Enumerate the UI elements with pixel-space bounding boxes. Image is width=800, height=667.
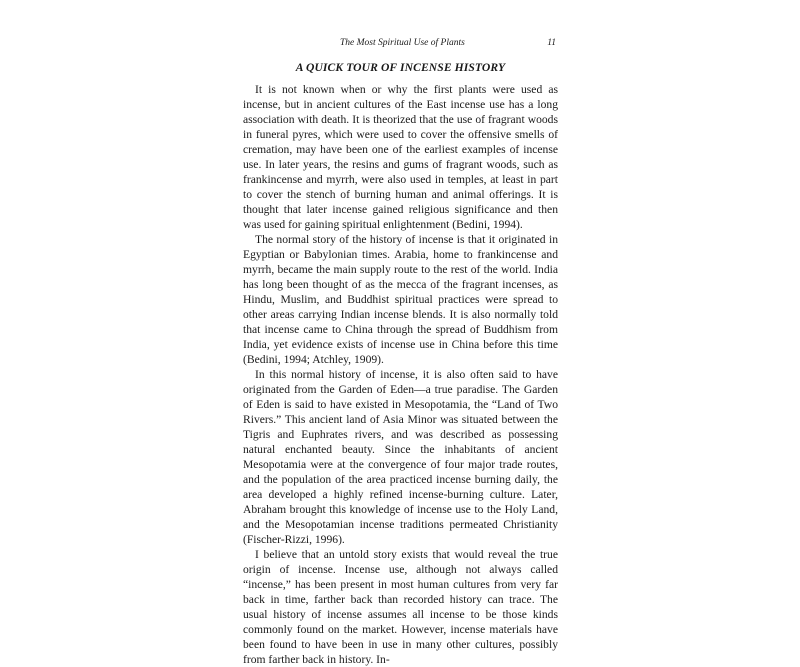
paragraph-4: I believe that an untold story exists that would reveal the true origin of incense. Incense use, although not always called “incense,” has been present in most human cultures from very far back in time, farther back than recorded history can trace. The usual history of incense assumes all incense to be those kinds commonly found on the market. However, incense materials have been found to have been in use in many other cultures, possibly from farther back in history. In- <box>243 548 558 666</box>
running-title: The Most Spiritual Use of Plants <box>340 38 465 48</box>
paragraph-2: The normal story of the history of incense is that it originated in Egyptian or Babylonian times. Arabia, home to frankincense and myrrh, became the main supply route to the rest of the world. India has long been thought of as the mecca of the fragrant incenses, as Hindu, Muslim, and Buddhist spiritual practices were spread to other areas carrying Indian incense blends. It is also normally told that incense came to China through the spread of Buddhism from India, yet evidence exists of incense use in China before this time (Bedini, 1994; Atchley, 1909). <box>243 233 558 366</box>
book-page <box>243 0 558 666</box>
section-heading: A QUICK TOUR OF INCENSE HISTORY <box>295 61 506 74</box>
page-number: 11 <box>547 38 556 48</box>
paragraph-1: It is not known when or why the first plants were used as incense, but in ancient cultures of the East incense use has a long association with death. It is theorized that the use of fragrant woods in funeral pyres, which were used to cover the offensive smells of cremation, may have been one of the earliest examples of incense use. In later years, the resins and gums of fragrant woods, such as frankincense and myrrh, were also used in temples, at least in part to cover the stench of burning human and animal offerings. It is thought that later incense gained religious significance and then was used for gaining spiritual enlightenment (Bedini, 1994). <box>243 83 558 231</box>
paragraph-3: In this normal history of incense, it is also often said to have originated from the Garden of Eden—a true paradise. The Garden of Eden is said to have existed in Mesopotamia, the “Land of Two Rivers.” This ancient land of Asia Minor was situated between the Tigris and Euphrates rivers, and was described as possessing natural enchanted beauty. Since the inhabitants of ancient Mesopotamia were at the convergence of four major trade routes, and the population of the area practiced incense burning daily, the area developed a highly refined incense-burning culture. Later, Abraham brought this knowledge of incense use to the Holy Land, and the Mesopotamian incense traditions permeated Christianity (Fischer-Rizzi, 1996). <box>243 368 558 546</box>
body-text <box>243 82 558 667</box>
running-head <box>243 38 558 52</box>
